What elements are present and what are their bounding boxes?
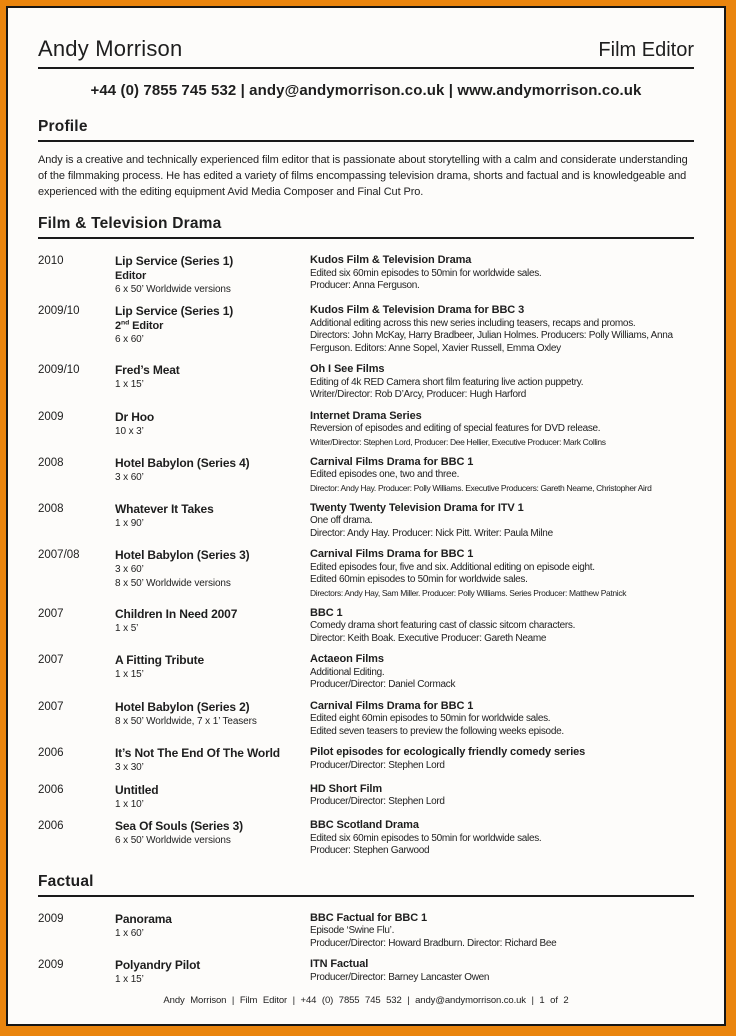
entry-company: Internet Drama Series <box>310 409 422 422</box>
entry-details <box>310 713 694 738</box>
entry-title: Polyandry Pilot <box>115 958 201 972</box>
credit-entry <box>38 746 694 775</box>
credit-entry <box>38 700 694 739</box>
section-entries <box>38 254 694 858</box>
profile-heading: Profile <box>38 118 694 142</box>
entry-details <box>310 760 694 773</box>
entry-title: Hotel Babylon (Series 3) <box>115 548 250 562</box>
entry-company: Carnival Films Drama for BBC 1 <box>310 548 474 560</box>
entry-detail-line: Producer/Director: Barney Lancaster Owen <box>310 971 490 983</box>
entry-title: It’s Not The End Of The World <box>115 746 280 760</box>
entry-detail-line: Additional Editing. <box>310 666 385 678</box>
entry-company: Kudos Film & Television Drama <box>310 254 472 266</box>
entry-detail-line: Episode ‘Swine Flu’. <box>310 925 395 936</box>
entry-details <box>310 318 694 356</box>
credit-entry <box>38 958 694 987</box>
entry-title-column <box>115 700 310 729</box>
entry-detail-column <box>310 958 694 984</box>
credit-entry <box>38 363 694 402</box>
entry-details <box>310 469 694 494</box>
entry-details <box>310 667 694 692</box>
entry-title: Children In Need 2007 <box>115 606 238 621</box>
profile-text: Andy is a creative and technically experienced film editor that is passionate about storytelling with a calm and considerate understanding of the filmmaking process. He has edited a variety of films encompassing television drama, shorts and factual and is knowledgeable and experienced with the editing equipment Avid Media Composer and Final Cut Pro. <box>38 154 688 198</box>
entry-details <box>310 925 694 950</box>
entry-title: Sea Of Souls (Series 3) <box>115 819 243 833</box>
entry-details <box>310 515 694 540</box>
entry-title: Lip Service (Series 1) <box>115 254 234 268</box>
entry-title-column <box>115 958 310 987</box>
entry-year: 2010 <box>38 255 64 267</box>
entry-title-column <box>115 607 310 636</box>
entry-detail-line: Producer/Director: Daniel Cormack <box>310 679 456 690</box>
entry-meta-line: 3 x 30’ <box>115 762 144 773</box>
entry-year: 2007 <box>38 607 64 620</box>
entry-company: Carnival Films Drama for BBC 1 <box>310 455 474 468</box>
entry-detail-line: Reversion of episodes and editing of special features for DVD release. <box>310 423 601 434</box>
entry-detail-line: Edited six 60min episodes to 50min for worldwide sales. <box>310 832 542 844</box>
entry-detail-line: Producer/Director: Howard Bradburn. Director: Richard Bee <box>310 937 557 949</box>
entry-detail-column <box>310 783 694 809</box>
entry-meta-line: 1 x 15’ <box>115 974 144 985</box>
cv-header <box>38 36 694 99</box>
entry-detail-line: Edited seven teasers to preview the following weeks episode. <box>310 725 564 737</box>
credit-entry <box>38 502 694 541</box>
entry-company: Twenty Twenty Television Drama for ITV 1 <box>310 501 524 514</box>
person-name: Andy Morrison <box>38 36 183 61</box>
entry-meta <box>115 623 310 636</box>
credits-section <box>38 215 694 858</box>
entry-details <box>310 833 694 858</box>
entry-detail-line: Directors: Andy Hay, Sam Miller. Producer: Polly Williams. Series Producer: Matthew Patnick <box>310 587 627 598</box>
entry-company: ITN Factual <box>310 958 369 970</box>
credits-sections <box>38 215 694 987</box>
entry-title-column <box>115 653 310 682</box>
page-footer: Andy Morrison | Film Editor | +44 (0) 7855 745 532 | andy@andymorrison.co.uk | 1 of 2 <box>163 994 569 1006</box>
entry-title-column <box>115 456 310 485</box>
credit-entry <box>38 912 694 951</box>
entry-detail-column <box>310 363 694 402</box>
entry-title-column <box>115 783 310 812</box>
entry-year: 2008 <box>38 456 64 469</box>
entry-meta-line: 6 x 50’ Worldwide versions <box>115 283 231 295</box>
entry-details <box>310 423 694 448</box>
section-heading: Film & Television Drama <box>38 215 694 239</box>
entry-meta <box>115 472 310 485</box>
entry-detail-column <box>310 653 694 692</box>
entry-meta <box>115 320 310 346</box>
entry-title-column <box>115 363 310 392</box>
entry-title: A Fitting Tribute <box>115 653 204 667</box>
entry-meta-line: 1 x 15’ <box>115 379 144 390</box>
entry-meta-line: 8 x 50’ Worldwide versions <box>115 577 231 589</box>
entry-meta-line: 1 x 5’ <box>115 622 139 634</box>
cv-page <box>6 6 726 1026</box>
credit-entry <box>38 548 694 599</box>
entry-title: Panorama <box>115 911 172 926</box>
entry-detail-column <box>310 548 694 599</box>
entry-detail-line: Director: Andy Hay. Producer: Nick Pitt. Writer: Paula Milne <box>310 527 553 539</box>
entry-detail-line: Comedy drama short featuring cast of classic sitcom characters. <box>310 620 576 631</box>
entry-detail-line: Edited 60min episodes to 50min for worldwide sales. <box>310 574 528 585</box>
entry-year: 2008 <box>38 502 64 515</box>
entry-meta-line: 1 x 60’ <box>115 927 144 939</box>
entry-detail-column <box>310 819 694 858</box>
credit-entry <box>38 819 694 858</box>
entry-meta-line: 6 x 50’ Worldwide versions <box>115 835 231 846</box>
entry-year: 2009 <box>38 410 64 423</box>
entry-title: Fred’s Meat <box>115 363 180 377</box>
entry-detail-column <box>310 746 694 772</box>
entry-detail-column <box>310 912 694 951</box>
entry-details <box>310 562 694 599</box>
entry-year: 2007/08 <box>38 549 80 561</box>
entry-title: Hotel Babylon (Series 2) <box>115 699 250 714</box>
entry-meta-line: 8 x 50’ Worldwide, 7 x 1’ Teasers <box>115 715 257 727</box>
entry-year: 2006 <box>38 820 64 832</box>
entry-detail-column <box>310 700 694 739</box>
entry-detail-line: Producer/Director: Stephen Lord <box>310 796 445 807</box>
credit-entry <box>38 607 694 646</box>
entry-detail-line: Producer: Anna Ferguson. <box>310 280 420 291</box>
entry-meta-line: Editor <box>115 270 147 282</box>
entry-title-column <box>115 410 310 439</box>
entry-meta <box>115 716 310 729</box>
entry-year: 2007 <box>38 700 64 713</box>
entry-company: Oh I See Films <box>310 363 385 375</box>
entry-meta-line: 1 x 10’ <box>115 798 144 810</box>
entry-title-column <box>115 819 310 848</box>
entry-detail-line: Edited episodes four, five and six. Additional editing on episode eight. <box>310 561 595 573</box>
entry-meta <box>115 564 310 590</box>
contact-line: +44 (0) 7855 745 532 | andy@andymorrison.co.uk | www.andymorrison.co.uk <box>90 82 642 99</box>
credit-entry <box>38 410 694 448</box>
entry-detail-column <box>310 607 694 646</box>
entry-title: Dr Hoo <box>115 409 155 424</box>
entry-year: 2007 <box>38 654 64 666</box>
entry-details <box>310 796 694 809</box>
entry-meta-line: 3 x 60’ <box>115 471 144 483</box>
entry-meta <box>115 426 310 439</box>
profile-section <box>38 118 694 200</box>
entry-title-column <box>115 746 310 775</box>
entry-meta <box>115 518 310 531</box>
entry-company: Carnival Films Drama for BBC 1 <box>310 699 474 712</box>
entry-detail-line: Edited six 60min episodes to 50min for worldwide sales. <box>310 267 542 279</box>
header-name-row <box>38 36 694 69</box>
entry-company: Pilot episodes for ecologically friendly comedy series <box>310 746 586 758</box>
entry-detail-column <box>310 304 694 355</box>
credit-entry <box>38 456 694 494</box>
entry-company: Actaeon Films <box>310 653 384 665</box>
entry-detail-line: Editing of 4k RED Camera short film featuring live action puppetry. <box>310 376 584 388</box>
credit-entry <box>38 304 694 355</box>
entry-meta <box>115 669 310 682</box>
entry-year: 2009/10 <box>38 305 80 317</box>
credits-section <box>38 873 694 987</box>
entry-meta <box>115 762 310 775</box>
entry-detail-line: Edited episodes one, two and three. <box>310 469 460 480</box>
entry-detail-line: Producer/Director: Stephen Lord <box>310 759 445 771</box>
entry-title-column <box>115 912 310 941</box>
entry-meta <box>115 270 310 296</box>
entry-company: HD Short Film <box>310 782 383 795</box>
entry-title-column <box>115 254 310 296</box>
entry-title: Untitled <box>115 782 159 797</box>
credit-entry <box>38 783 694 812</box>
entry-title: Hotel Babylon (Series 4) <box>115 455 250 470</box>
entry-detail-column <box>310 502 694 541</box>
entry-detail-line: Writer/Director: Stephen Lord, Producer: Dee Hellier, Executive Producer: Mark Collins <box>310 436 606 447</box>
entry-meta-line: 10 x 3’ <box>115 425 144 437</box>
entry-year: 2006 <box>38 747 64 759</box>
person-role: Film Editor <box>598 39 694 61</box>
entry-meta-line: 2nd Editor <box>115 319 164 332</box>
entry-meta-line: 1 x 90’ <box>115 517 144 529</box>
entry-meta <box>115 928 310 941</box>
entry-detail-line: Writer/Director: Rob D’Arcy, Producer: Hugh Harford <box>310 389 527 400</box>
entry-company: BBC 1 <box>310 606 343 619</box>
entry-title-column <box>115 548 310 590</box>
entry-title-column <box>115 502 310 531</box>
entry-year: 2009 <box>38 912 64 925</box>
entry-detail-column <box>310 456 694 494</box>
entry-title: Whatever It Takes <box>115 501 214 516</box>
entry-year: 2006 <box>38 783 64 796</box>
entry-detail-line: Edited eight 60min episodes to 50min for worldwide sales. <box>310 713 551 724</box>
entry-year: 2009/10 <box>38 364 80 376</box>
entry-details <box>310 268 694 293</box>
entry-title-column <box>115 304 310 346</box>
entry-meta <box>115 835 310 848</box>
section-heading: Factual <box>38 873 694 897</box>
entry-meta <box>115 974 310 987</box>
entry-detail-line: Director: Andy Hay. Producer: Polly Williams. Executive Producers: Gareth Neame, Christopher Aird <box>310 482 652 493</box>
entry-company: BBC Factual for BBC 1 <box>310 911 428 924</box>
entry-details <box>310 972 694 985</box>
credit-entry <box>38 653 694 692</box>
entry-meta <box>115 379 310 392</box>
entry-company: BBC Scotland Drama <box>310 819 419 831</box>
entry-detail-line: One off drama. <box>310 515 373 526</box>
entry-title: Lip Service (Series 1) <box>115 304 234 318</box>
credit-entry <box>38 254 694 296</box>
entry-detail-line: Director: Keith Boak. Executive Producer: Gareth Neame <box>310 632 547 644</box>
entry-meta-line: 1 x 15’ <box>115 669 144 680</box>
section-entries <box>38 912 694 987</box>
entry-meta-line: 6 x 60’ <box>115 333 144 345</box>
entry-detail-line: Additional editing across this new series including teasers, recaps and promos. <box>310 317 636 329</box>
entry-detail-column <box>310 410 694 448</box>
entry-meta <box>115 799 310 812</box>
entry-detail-line: Producer: Stephen Garwood <box>310 845 430 856</box>
entry-meta-line: 3 x 60’ <box>115 564 144 575</box>
entry-company: Kudos Film & Television Drama for BBC 3 <box>310 304 525 316</box>
entry-details <box>310 377 694 402</box>
entry-detail-line: Directors: John McKay, Harry Bradbeer, Julian Holmes. Producers: Polly Williams, Anna Ferguson. Editors: Anne Sopel, Xavier Russell, Emma Oxley <box>310 330 673 354</box>
entry-detail-column <box>310 254 694 293</box>
entry-details <box>310 620 694 645</box>
entry-year: 2009 <box>38 959 64 971</box>
